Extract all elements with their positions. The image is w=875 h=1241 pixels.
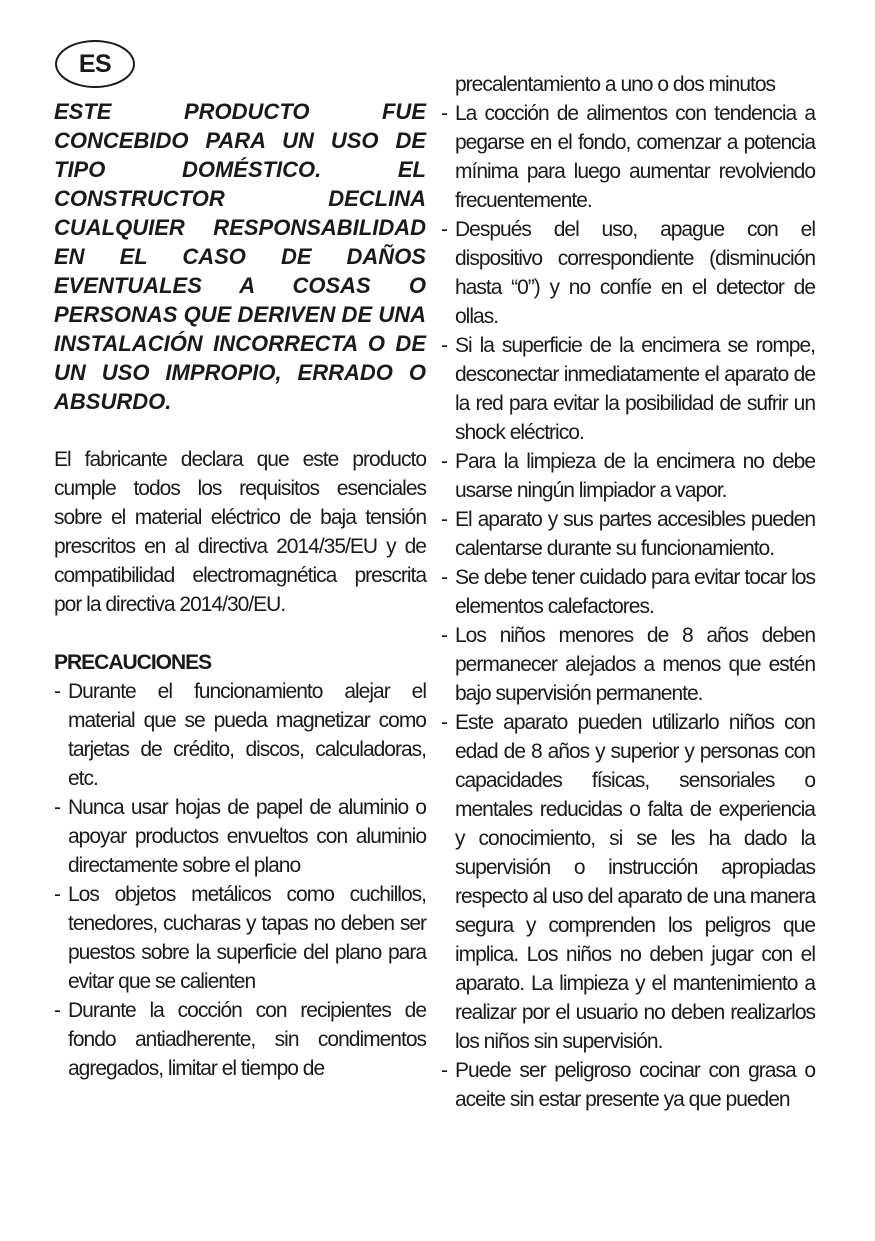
left-column <box>54 97 426 1083</box>
list-item: - Durante el funcionamiento alejar el material que se pueda magnetizar como tarjetas de crédito, discos, calculadoras, etc. <box>54 677 426 793</box>
precautions-list-left <box>54 677 426 1083</box>
declaration-text: El fabricante declara que este producto cumple todos los requisitos esenciales sobre el material eléctrico de baja tensión prescritos en al directiva 2014/35/EU y de compatibilidad electromagnética prescrita por la directiva 2014/30/EU. <box>54 448 426 616</box>
list-item: - Los niños menores de 8 años deben permanecer alejados a menos que estén bajo supervisión permanente. <box>441 621 815 708</box>
list-item: - La cocción de alimentos con tendencia a pegarse en el fondo, comenzar a potencia mínima para luego aumentar revolviendo frecuentemente. <box>441 99 815 215</box>
list-item: - Los objetos metálicos como cuchillos, tenedores, cucharas y tapas no deben ser puestos sobre la superficie del plano para evitar que se calienten <box>54 880 426 996</box>
list-item: - Nunca usar hojas de papel de aluminio o apoyar productos envueltos con aluminio directamente sobre el plano <box>54 793 426 880</box>
disclaimer-text: ESTE PRODUCTO FUE CONCEBIDO PARA UN USO DE TIPO DOMÉSTICO. EL CONSTRUCTOR DECLINA CUALQUIER RESPONSABILIDAD EN EL CASO DE DAÑOS EVENTUALES A COSAS O PERSONAS QUE DERIVEN DE UNA INSTALACIÓN INCORRECTA O DE UN USO IMPROPIO, ERRADO O ABSURDO. <box>54 99 426 414</box>
list-item: - Este aparato pueden utilizarlo niños con edad de 8 años y superior y personas con capacidades físicas, sensoriales o mentales reducidas o falta de experiencia y conocimiento, si se les ha dado la supervisión o instrucción apropiadas respecto al uso del aparato de una manera segura y comprenden los peligros que implica. Los niños no deben jugar con el aparato. La limpieza y el mantenimiento a realizar por el usuario no deben realizarlos los niños sin supervisión. <box>441 708 815 1056</box>
right-column <box>441 70 815 1114</box>
list-item: - Puede ser peligroso cocinar con grasa o aceite sin estar presente ya que pueden <box>441 1056 815 1114</box>
list-item: - Si la superficie de la encimera se rompe, desconectar inmediatamente el aparato de la red para evitar la posibilidad de sufrir un shock eléctrico. <box>441 331 815 447</box>
list-item: - Para la limpieza de la encimera no debe usarse ningún limpiador a vapor. <box>441 447 815 505</box>
precautions-title: PRECAUCIONES <box>54 651 212 674</box>
list-item-continuation: precalentamiento a uno o dos minutos <box>455 73 776 96</box>
list-item: - El aparato y sus partes accesibles pueden calentarse durante su funcionamiento. <box>441 505 815 563</box>
list-item: - Durante la cocción con recipientes de fondo antiadherente, sin condimentos agregados, limitar el tiempo de <box>54 996 426 1083</box>
list-item: - Se debe tener cuidado para evitar tocar los elementos calefactores. <box>441 563 815 621</box>
list-item: - Después del uso, apague con el dispositivo correspondiente (disminución hasta “0”) y no confíe en el detector de ollas. <box>441 215 815 331</box>
precautions-list-right <box>441 70 815 1114</box>
language-badge: ES <box>55 40 135 88</box>
